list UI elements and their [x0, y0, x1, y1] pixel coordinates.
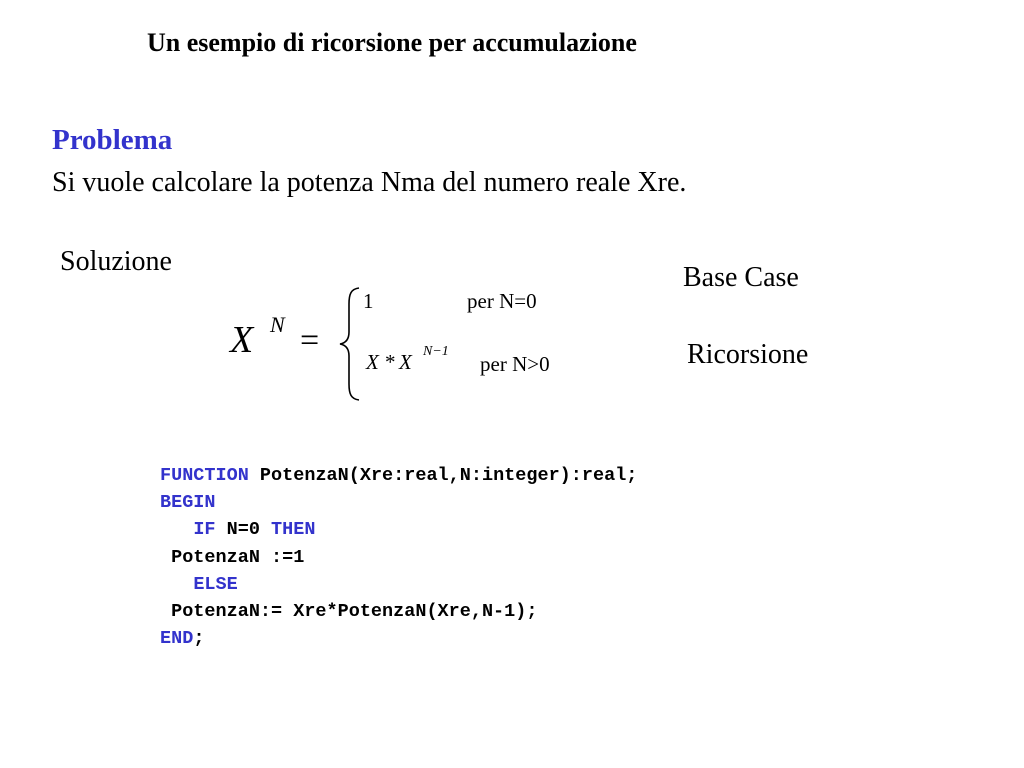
solution-label: Soluzione	[60, 246, 172, 277]
formula-case1-condition: per N=0	[467, 289, 537, 313]
code-text: PotenzaN:= Xre*PotenzaN(Xre,N-1);	[160, 600, 538, 622]
code-line	[160, 544, 637, 571]
base-case-label: Base Case	[683, 262, 799, 293]
problem-heading: Problema	[52, 124, 173, 156]
formula-case2-x2: X	[399, 350, 412, 374]
code-keyword: THEN	[271, 519, 316, 541]
formula-case2-condition: per N>0	[480, 352, 550, 376]
code-keyword: END	[160, 628, 194, 650]
code-text: PotenzaN :=1	[160, 546, 305, 568]
code-text: PotenzaN(Xre:real,N:integer):real;	[248, 465, 638, 486]
code-keyword: BEGIN	[160, 492, 216, 514]
formula-case2-star: *	[385, 350, 396, 374]
recursion-label: Ricorsione	[687, 339, 809, 370]
code-keyword: FUNCTION	[160, 465, 249, 486]
code-line	[160, 598, 637, 625]
problem-text: Si vuole calcolare la potenza Nma del numero reale Xre.	[52, 167, 687, 198]
code-indent	[160, 519, 193, 540]
code-text: N=0	[215, 519, 272, 541]
code-block	[160, 462, 637, 652]
code-line	[160, 516, 637, 543]
left-brace-icon	[338, 286, 362, 402]
formula-case2-exponent: N−1	[423, 344, 449, 359]
code-line	[160, 625, 637, 652]
formula-lhs-base: X	[230, 319, 254, 361]
slide-title: Un esempio di ricorsione per accumulazione	[147, 28, 637, 57]
formula-equals: =	[300, 322, 320, 359]
formula-lhs-exponent: N	[270, 312, 285, 337]
formula-case1-value: 1	[363, 289, 374, 313]
code-line	[160, 489, 637, 516]
code-indent	[160, 574, 193, 595]
formula-case2-x1: X	[366, 350, 379, 374]
code-keyword: IF	[193, 519, 216, 541]
code-line	[160, 462, 637, 489]
code-line	[160, 571, 637, 598]
code-keyword: ELSE	[193, 573, 238, 595]
code-text: ;	[193, 628, 205, 650]
